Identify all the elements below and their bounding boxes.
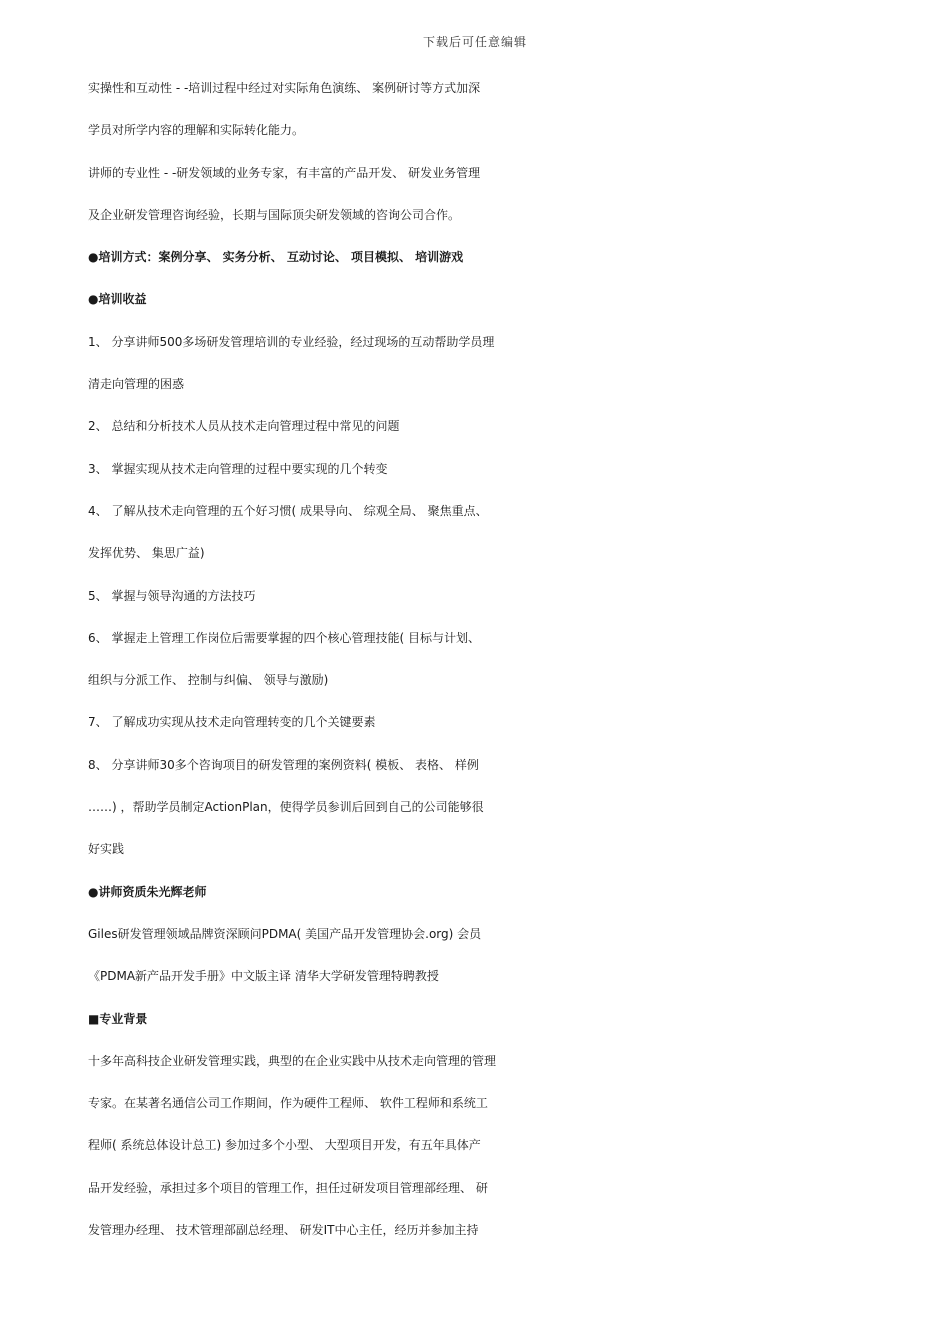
- section-heading-training-benefits: ●培训收益: [88, 292, 147, 307]
- text-line: 十多年高科技企业研发管理实践，典型的在企业实践中从技术走向管理的管理: [88, 1053, 497, 1068]
- text-line: 《PDMA新产品开发手册》中文版主译 清华大学研发管理特聘教授: [88, 969, 439, 984]
- text-line: 发挥优势、 集思广益): [88, 546, 205, 561]
- section-heading-background: ■专业背景: [88, 1011, 148, 1026]
- document-body: [88, 67, 888, 1251]
- text-line: 及企业研发管理咨询经验，长期与国际顶尖研发领域的咨询公司合作。: [88, 207, 461, 222]
- text-line: Giles研发管理领域品牌资深顾问PDMA( 美国产品开发管理协会.org) 会员: [88, 926, 482, 941]
- text-line: 程师( 系统总体设计总工) 参加过多个小型、 大型项目开发，有五年具体产: [88, 1138, 481, 1153]
- list-item: 4、 了解从技术走向管理的五个好习惯( 成果导向、 综观全局、 聚焦重点、: [88, 503, 488, 518]
- text-line: 专家。在某著名通信公司工作期间，作为硬件工程师、 软件工程师和系统工: [88, 1096, 488, 1111]
- list-item: 3、 掌握实现从技术走向管理的过程中要实现的几个转变: [88, 461, 388, 476]
- text-line: ……) ，帮助学员制定ActionPlan，使得学员参训后回到自己的公司能够很: [88, 800, 484, 815]
- list-item: 5、 掌握与领导沟通的方法技巧: [88, 588, 256, 603]
- text-line: 实操性和互动性 - -培训过程中经过对实际角色演练、 案例研讨等方式加深: [88, 81, 481, 95]
- section-heading-training-method: ●培训方式：案例分享、 实务分析、 互动讨论、 项目模拟、 培训游戏: [88, 250, 464, 265]
- list-item: 8、 分享讲师30多个咨询项目的研发管理的案例资料( 模板、 表格、 样例: [88, 757, 479, 772]
- text-line: 发管理办经理、 技术管理部副总经理、 研发IT中心主任，经历并参加主持: [88, 1223, 479, 1238]
- list-item: 7、 了解成功实现从技术走向管理转变的几个关键要素: [88, 715, 376, 730]
- section-heading-instructor: ●讲师资质朱光辉老师: [88, 884, 207, 899]
- text-line: 品开发经验，承担过多个项目的管理工作，担任过研发项目管理部经理、 研: [88, 1180, 488, 1195]
- list-item: 6、 掌握走上管理工作岗位后需要掌握的四个核心管理技能( 目标与计划、: [88, 630, 480, 645]
- list-item: 2、 总结和分析技术人员从技术走向管理过程中常见的问题: [88, 419, 400, 434]
- text-line: 讲师的专业性 - -研发领域的业务专家，有丰富的产品开发、 研发业务管理: [88, 165, 481, 180]
- text-line: 组织与分派工作、 控制与纠偏、 领导与激励): [88, 673, 329, 688]
- text-line: 好实践: [88, 842, 125, 857]
- text-line: 学员对所学内容的理解和实际转化能力。: [88, 123, 305, 138]
- list-item: 1、 分享讲师500多场研发管理培训的专业经验，经过现场的互动帮助学员理: [88, 334, 495, 349]
- text-line: 清走向管理的困惑: [88, 377, 185, 392]
- page-header: 下载后可任意编辑: [422, 35, 527, 49]
